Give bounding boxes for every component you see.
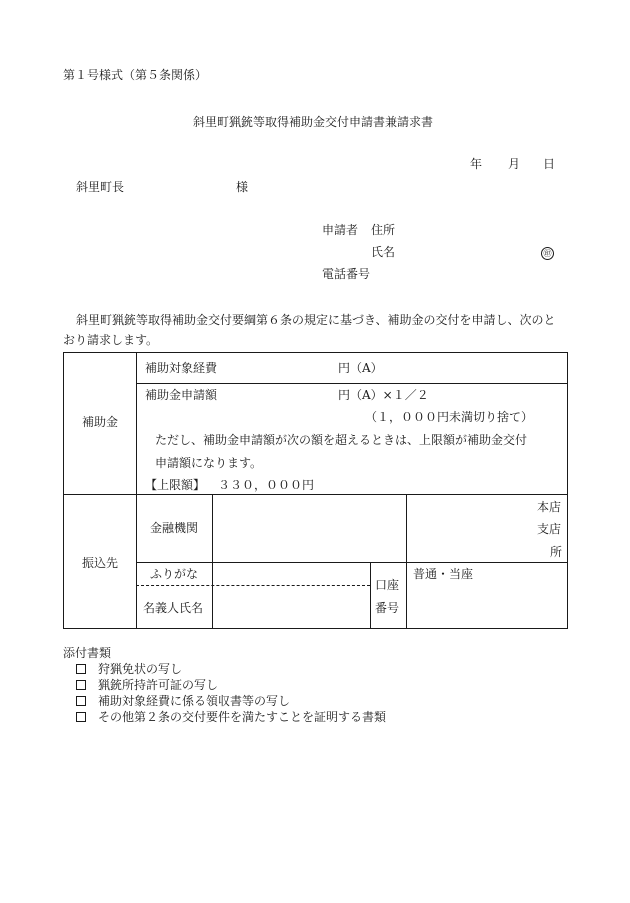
table-border-left (63, 352, 64, 629)
checkbox-icon (76, 712, 86, 722)
transfer-field-divider (212, 494, 213, 628)
checkbox-icon (76, 664, 86, 674)
branch-branch-label: 支店 (537, 522, 562, 536)
branch-divider (406, 494, 407, 628)
attachments-heading: 添付書類 (63, 646, 112, 660)
date-day-label: 日 (543, 157, 556, 171)
seal-mark-icon: ㊞ (541, 245, 554, 260)
name-label: 氏名 (371, 245, 396, 259)
furigana-label: ふりがな (150, 567, 199, 581)
date-month-label: 月 (508, 157, 521, 171)
account-label-top: 口座 (375, 578, 400, 592)
condition-line-1: ただし、補助金申請額が次の額を超えるときは、上限額が補助金交付 (155, 433, 528, 447)
transfer-label-divider (136, 494, 137, 628)
attachment-item: 猟銃所持許可証の写し (76, 678, 218, 692)
expense-unit: 円（A） (338, 361, 383, 375)
amount-formula: 円（A）×１／２ (338, 388, 429, 402)
table-border-top (63, 352, 568, 353)
expense-label: 補助対象経費 (145, 361, 218, 375)
bank-label: 金融機関 (150, 521, 199, 535)
limit-value: ３３０，０００円 (218, 478, 315, 492)
bank-row-divider (136, 562, 568, 563)
amount-label: 補助金申請額 (145, 388, 218, 402)
furigana-dashed-divider (136, 585, 370, 586)
checkbox-icon (76, 696, 86, 706)
address-label: 住所 (371, 223, 396, 237)
rounding-note: （１，０００円未満切り捨て） (365, 410, 534, 424)
phone-label: 電話番号 (322, 267, 371, 281)
attachment-item: 狩猟免状の写し (76, 662, 182, 676)
branch-head-label: 本店 (537, 500, 562, 514)
section-divider (63, 494, 568, 495)
limit-label: 【上限額】 (145, 478, 206, 492)
condition-line-2: 申請額になります。 (155, 456, 263, 470)
subsidy-label: 補助金 (82, 415, 119, 429)
checkbox-icon (76, 680, 86, 690)
transfer-label: 振込先 (82, 556, 119, 570)
table-border-right (567, 352, 568, 629)
applicant-role-label: 申請者 (322, 223, 359, 237)
date-year-label: 年 (470, 157, 483, 171)
account-label-divider (370, 562, 371, 628)
attachment-item: その他第２条の交付要件を満たすことを証明する書類 (76, 710, 386, 724)
table-border-bottom (63, 628, 568, 629)
body-text-line-1: 斜里町猟銃等取得補助金交付要綱第６条の規定に基づき、補助金の交付を申請し、次のと (76, 313, 556, 327)
branch-office-label: 所 (550, 545, 563, 559)
form-number: 第１号様式（第５条関係） (63, 68, 208, 82)
holder-name-label: 名義人氏名 (143, 601, 204, 615)
body-text-line-2: おり請求します。 (63, 333, 159, 347)
subsidy-label-divider (136, 352, 137, 494)
attachment-item: 補助対象経費に係る領収書等の写し (76, 694, 290, 708)
account-label-bottom: 番号 (375, 601, 400, 615)
account-type-options: 普通・当座 (413, 567, 474, 581)
form-title: 斜里町猟銃等取得補助金交付申請書兼請求書 (193, 115, 434, 129)
subsidy-row-divider (136, 383, 568, 384)
recipient-honorific: 様 (236, 180, 249, 194)
recipient-name: 斜里町長 (76, 180, 125, 194)
